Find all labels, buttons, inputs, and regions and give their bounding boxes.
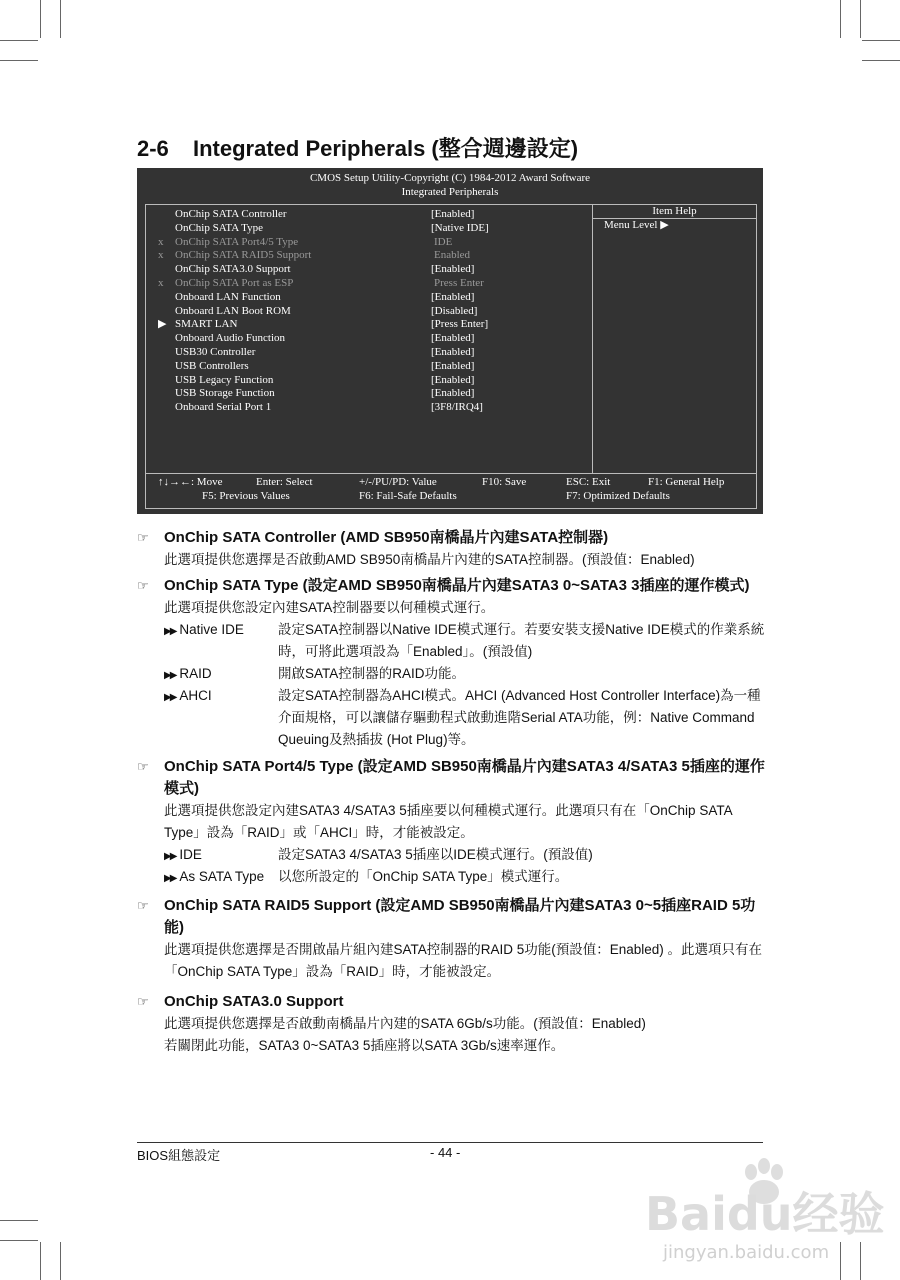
crop-mark [0, 60, 38, 61]
footer-rule [137, 1142, 763, 1143]
crop-mark [860, 0, 861, 38]
doc-section [137, 527, 767, 571]
crop-mark [60, 1242, 61, 1280]
section-number: 2-6 [137, 136, 169, 161]
bios-item[interactable]: Onboard Audio Function [Enabled] [175, 332, 475, 345]
item-help-title: Item Help [593, 205, 756, 219]
option-value: ▶▶ As SATA Type 以您所設定的「OnChip SATA Type」模式運行。 [164, 869, 569, 884]
option-value: ▶▶ AHCI 設定SATA控制器為AHCI模式。AHCI (Advanced Host Controller Interface)為一種介面規格，可以讓儲存驅動程式啟動進階Serial ATA功能，例：Native Command Queuing及熱插拔 (Hot Plug)等。 [164, 688, 761, 747]
bios-item[interactable]: USB Controllers [Enabled] [175, 359, 475, 372]
pointing-hand-icon: ☞ [137, 578, 149, 593]
option-title: ☞ OnChip SATA Controller (AMD SB950南橋晶片內建SATA控制器) [137, 527, 767, 549]
doc-section [137, 575, 767, 751]
bios-header [137, 168, 763, 199]
bios-main-panel [145, 204, 757, 474]
baidu-watermark [645, 1158, 885, 1270]
doc-section [137, 895, 767, 983]
crop-mark [862, 40, 900, 41]
section-heading [137, 132, 578, 163]
key-select: Enter: Select [256, 476, 313, 488]
bios-item-disabled: x OnChip SATA Port4/5 Type IDE [158, 235, 453, 248]
option-description: 此選項提供您設定內建SATA3 4/SATA3 5插座要以何種模式運行。此選項只有在「OnChip SATA Type」設為「RAID」或「AHCI」時，才能被設定。 [164, 803, 732, 840]
pointing-hand-icon: ☞ [137, 898, 149, 913]
option-value: ▶▶ IDE 設定SATA3 4/SATA3 5插座以IDE模式運行。(預設值) [164, 847, 593, 862]
footer-chapter: BIOS組態設定 [137, 1148, 221, 1163]
pointing-hand-icon: ☞ [137, 530, 149, 545]
bios-key-legend [145, 472, 757, 509]
bios-item-submenu[interactable]: ▶ SMART LAN [Press Enter] [158, 318, 489, 331]
bios-item[interactable]: Onboard LAN Boot ROM [Disabled] [175, 304, 478, 317]
key-save: F10: Save [482, 476, 527, 488]
option-title: ☞ OnChip SATA3.0 Support [137, 991, 767, 1013]
option-description: 此選項提供您選擇是否開啟晶片組內建SATA控制器的RAID 5功能(預設值：Enabled) 。此選項只有在「OnChip SATA Type」設為「RAID」時，才能被設定。 [164, 942, 763, 979]
key-previous: F5: Previous Values [202, 490, 290, 502]
pointing-hand-icon: ☞ [137, 994, 149, 1009]
option-title: ☞ OnChip SATA RAID5 Support (設定AMD SB950南橋晶片內建SATA3 0~5插座RAID 5功能) [137, 897, 756, 936]
bios-divider [592, 205, 593, 473]
doc-section [137, 991, 767, 1057]
bios-item-disabled: x OnChip SATA RAID5 Support Enabled [158, 249, 471, 262]
bios-item-list [146, 208, 592, 415]
bios-item[interactable]: Onboard LAN Function [Enabled] [175, 290, 475, 303]
section-title: Integrated Peripherals (整合週邊設定) [193, 136, 579, 161]
bios-item[interactable]: USB Storage Function [Enabled] [175, 387, 475, 400]
option-title: ☞ OnChip SATA Port4/5 Type (設定AMD SB950南橋晶片內建SATA3 4/SATA3 5插座的運作模式) [137, 758, 765, 797]
bios-item[interactable]: OnChip SATA Controller [Enabled] [175, 208, 475, 220]
crop-mark [0, 40, 38, 41]
bios-item[interactable]: USB30 Controller [Enabled] [175, 345, 475, 358]
menu-level: Menu Level ▶ [604, 219, 669, 231]
bios-item[interactable]: Onboard Serial Port 1 [3F8/IRQ4] [175, 401, 483, 414]
bios-item[interactable]: OnChip SATA3.0 Support [Enabled] [175, 263, 475, 276]
bios-item[interactable]: OnChip SATA Type [Native IDE] [175, 221, 489, 234]
double-arrow-icon: ▶▶ [164, 873, 176, 884]
doc-section [137, 756, 767, 888]
key-exit: ESC: Exit [566, 476, 611, 488]
option-description: 此選項提供您設定內建SATA控制器要以何種模式運行。 [164, 600, 495, 615]
option-description: 此選項提供您選擇是否啟動AMD SB950南橋晶片內建的SATA控制器。(預設值：Enabled) [164, 552, 695, 567]
option-title: ☞ OnChip SATA Type (設定AMD SB950南橋晶片內建SATA3 0~SATA3 3插座的運作模式) [137, 575, 767, 597]
double-arrow-icon: ▶▶ [164, 851, 176, 862]
pointing-hand-icon: ☞ [137, 759, 149, 774]
option-value: ▶▶ Native IDE 設定SATA控制器以Native IDE模式運行。若要安裝支援Native IDE模式的作業系統時，可將此選項設為「Enabled」。(預設值) [164, 622, 765, 659]
crop-mark [40, 0, 41, 38]
key-move: ↑↓→←: Move [158, 476, 223, 488]
watermark-brand: Baidu经验 [645, 1187, 885, 1241]
watermark-url: jingyan.baidu.com [663, 1242, 830, 1263]
key-failsafe: F6: Fail-Safe Defaults [359, 490, 457, 502]
bios-screenshot [137, 168, 763, 514]
double-arrow-icon: ▶▶ [164, 626, 176, 637]
crop-mark [862, 60, 900, 61]
bios-page-title: Integrated Peripherals [401, 186, 499, 198]
option-description: 若關閉此功能，SATA3 0~SATA3 5插座將以SATA 3Gb/s速率運作。 [164, 1038, 565, 1053]
double-arrow-icon: ▶▶ [164, 670, 176, 681]
crop-mark [840, 0, 841, 38]
key-optimized: F7: Optimized Defaults [566, 490, 670, 502]
crop-mark [0, 1240, 38, 1241]
bios-item[interactable]: USB Legacy Function [Enabled] [175, 373, 475, 386]
key-help: F1: General Help [648, 476, 725, 488]
submenu-arrow-icon: ▶ [158, 318, 167, 331]
double-arrow-icon: ▶▶ [164, 692, 176, 703]
crop-mark [0, 1220, 38, 1221]
option-description: 此選項提供您選擇是否啟動南橋晶片內建的SATA 6Gb/s功能。(預設值：Enabled) [164, 1016, 646, 1031]
bios-item-disabled: x OnChip SATA Port as ESP Press Enter [158, 276, 484, 289]
crop-mark [860, 1242, 861, 1280]
page-number: - 44 - [430, 1145, 461, 1160]
crop-mark [40, 1242, 41, 1280]
option-value: ▶▶ RAID 開啟SATA控制器的RAID功能。 [164, 666, 466, 681]
crop-mark [60, 0, 61, 38]
bios-copyright: CMOS Setup Utility-Copyright (C) 1984-2012 Award Software [309, 172, 591, 184]
key-value: +/-/PU/PD: Value [359, 476, 437, 488]
